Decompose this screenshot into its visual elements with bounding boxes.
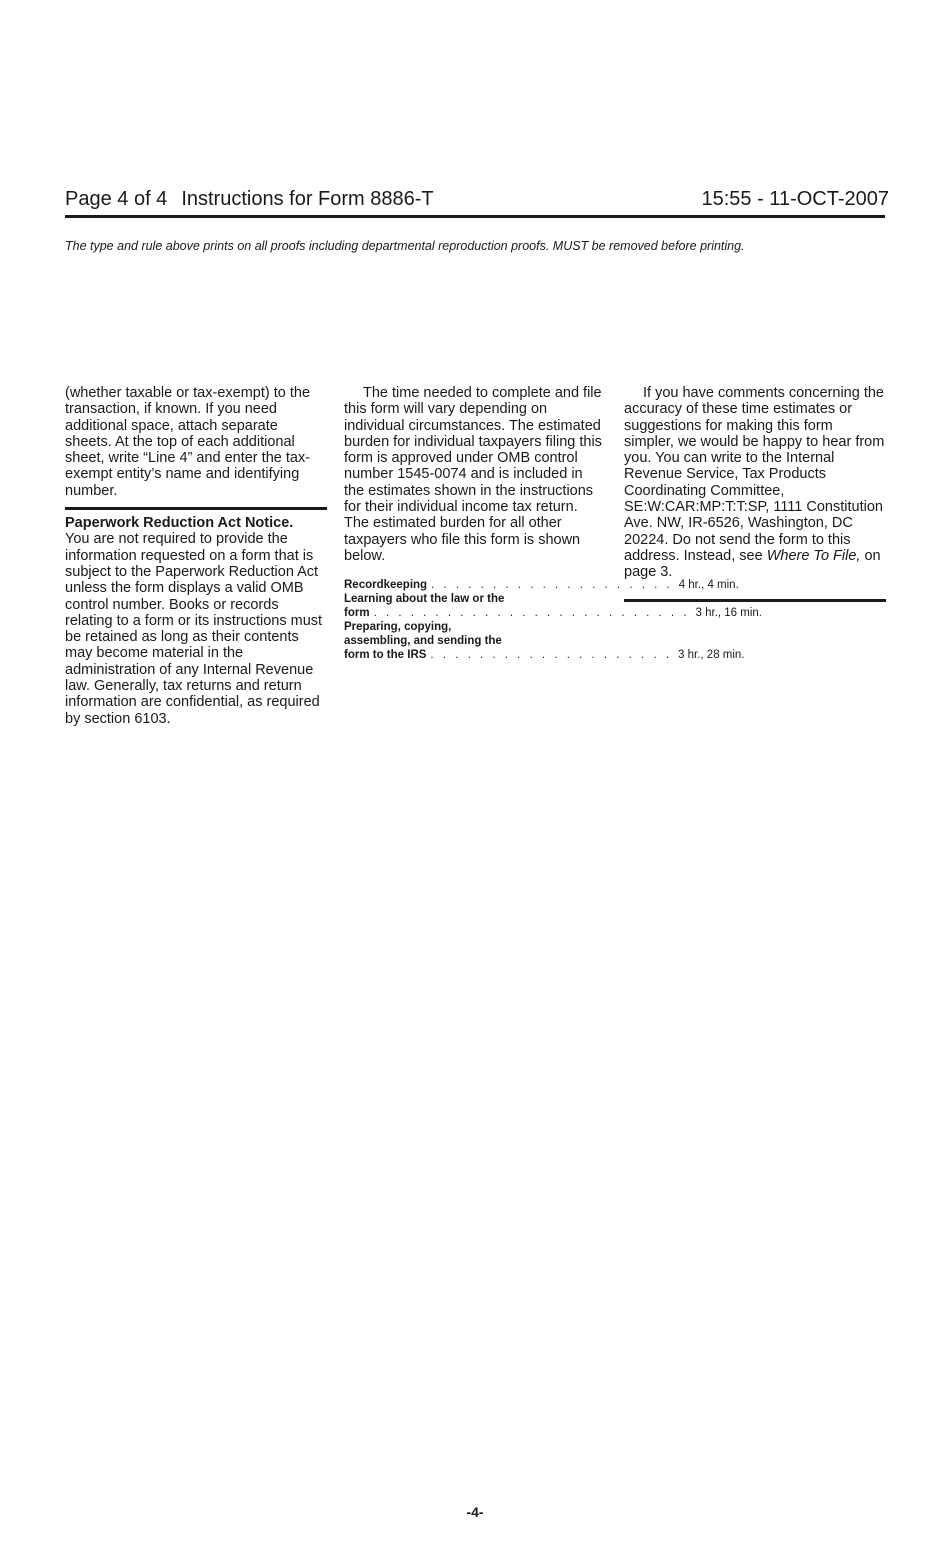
column-3 — [624, 385, 886, 602]
page-label: Page 4 of 4 — [65, 188, 168, 210]
dot-leader: . . . . . . . . . . . . . . . . . . . . — [431, 579, 673, 592]
comments-paragraph — [624, 385, 886, 581]
burden-label-line: assembling, and sending the — [344, 635, 502, 648]
end-rule — [624, 599, 886, 602]
column-1 — [65, 385, 327, 727]
paperwork-body: You are not required to provide the information requested on a form that is subject to the Paperwork Reduction Act unless the form displays a valid OMB control number. Books or records relating to a form or its instructions must be retained as long as their contents may become material in the administration of any Internal Revenue law. Generally, tax returns and return information are confidential, as required by section 6103. — [65, 531, 323, 727]
paperwork-heading: Paperwork Reduction Act Notice. — [65, 515, 294, 532]
document-title: Instructions for Form 8886-T — [181, 188, 434, 210]
burden-label: Recordkeeping — [344, 579, 428, 592]
burden-paragraph: The time needed to complete and file this form will vary depending on individual circumstances. The estimated burden for individual taxpayers filing this form is approved under OMB control number 1545-0074 and is included in the estimates shown in the instructions for their individual income tax return. The estimated burden for all other taxpayers who file this form is shown below. — [344, 385, 602, 564]
burden-row-recordkeeping — [344, 578, 739, 592]
header-rule — [65, 215, 885, 218]
burden-value: 3 hr., 28 min. — [678, 649, 745, 662]
burden-row-learning — [344, 606, 762, 620]
burden-row-preparing — [344, 648, 745, 662]
burden-value: 3 hr., 16 min. — [695, 607, 762, 620]
burden-table — [344, 578, 762, 662]
proof-timestamp: 15:55 - 11-OCT-2007 — [701, 188, 889, 210]
burden-label-line: Preparing, copying, — [344, 621, 452, 634]
dot-leader: . . . . . . . . . . . . . . . . . . . . . . . . . . — [373, 607, 690, 620]
header-left — [65, 186, 434, 212]
comments-tail: on page 3. — [624, 547, 881, 581]
paperwork-notice — [65, 515, 327, 727]
dot-leader: . . . . . . . . . . . . . . . . . . . . — [430, 649, 673, 662]
burden-label-line: Learning about the law or the — [344, 593, 505, 606]
burden-label: form to the IRS — [344, 649, 427, 662]
page-header — [65, 186, 889, 212]
where-to-file-reference: Where To File, — [766, 547, 861, 564]
comments-body: If you have comments concerning the accuracy of these time estimates or suggestions for making this form simpler, we would be happy to hear from you. You can write to the Internal Revenue Service, Tax Products Coordinating Committee, SE:W:CAR:MP:T:T:SP, 1111 Constitution Ave. NW, IR-6526, Washington, DC 20224. Do not send the form to this address. Instead, see — [624, 385, 885, 564]
burden-value: 4 hr., 4 min. — [678, 579, 739, 592]
proof-note: The type and rule above prints on all proofs including departmental reproduction proofs. MUST be removed before printing. — [65, 239, 745, 253]
continued-paragraph: (whether taxable or tax-exempt) to the transaction, if known. If you need additional space, attach separate sheets. At the top of each additional sheet, write “Line 4” and enter the tax-exempt entity’s name and identifying number. — [65, 385, 311, 499]
burden-label: form — [344, 607, 370, 620]
page-number: -4- — [466, 1504, 484, 1520]
section-rule — [65, 507, 327, 510]
